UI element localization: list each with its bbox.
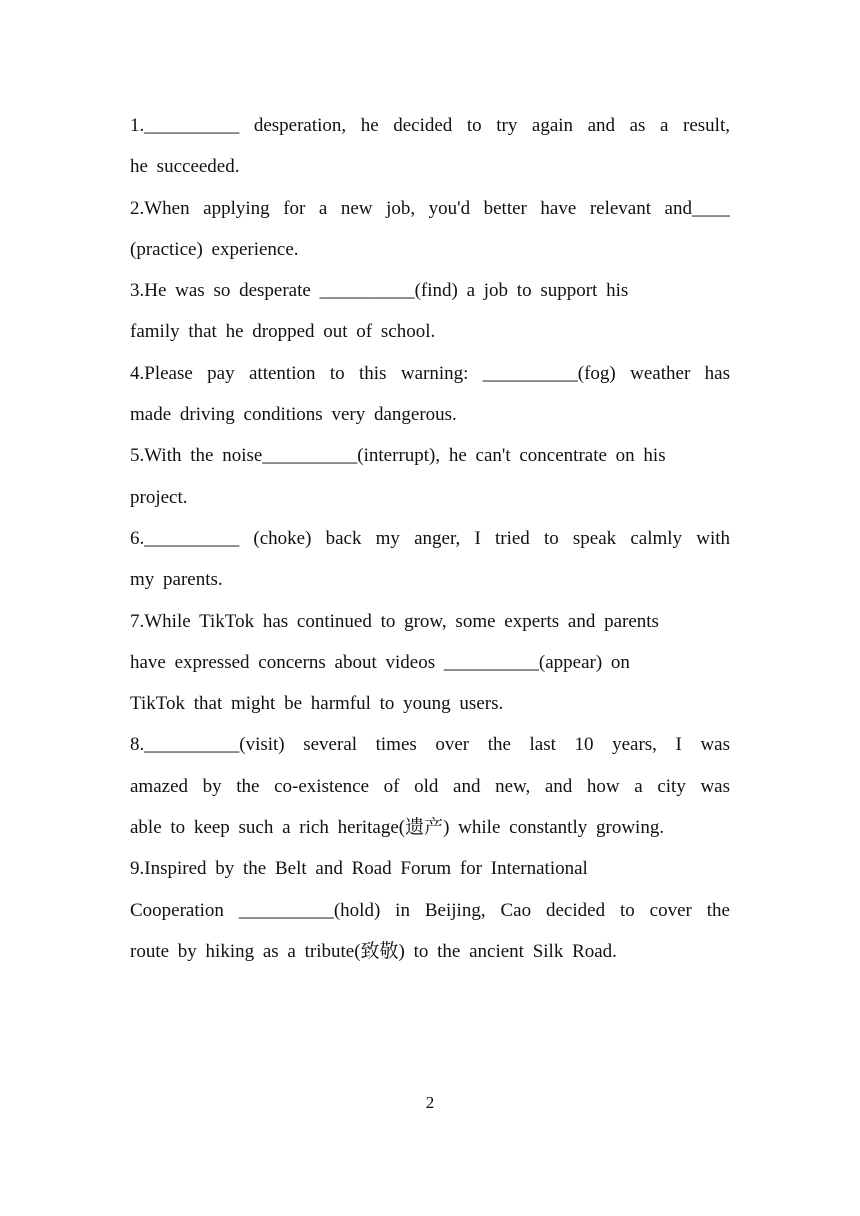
question-line: Cooperation __________(hold) in Beijing, Cao decided to cover the [130,899,730,921]
question-line: 9.Inspired by the Belt and Road Forum for International [130,858,588,880]
question-line: project. [130,486,188,508]
question-line: 2.When applying for a new job, you'd better have relevant and____ [130,197,730,219]
question-9 [130,848,730,972]
question-line: 1.__________ desperation, he decided to try again and as a result, [130,115,730,136]
question-line: 5.With the noise__________(interrupt), he can't concentrate on his [130,445,666,467]
question-5 [130,435,730,518]
question-line: he succeeded. [130,156,240,178]
question-line: 7.While TikTok has continued to grow, some experts and parents [130,610,659,632]
question-line: my parents. [130,569,223,591]
question-4 [130,353,730,436]
question-1 [130,105,730,188]
question-line: made driving conditions very dangerous. [130,404,457,426]
exercise-list [130,105,730,972]
question-line: 3.He was so desperate __________(find) a job to support his [130,280,629,302]
page-number: 2 [425,1093,435,1112]
question-2 [130,188,730,271]
question-line: 8.__________(visit) several times over the last 10 years, I was [130,734,730,756]
question-line: route by hiking as a tribute(致敬) to the ancient Silk Road. [130,940,617,962]
question-line: family that he dropped out of school. [130,321,436,343]
question-line: (practice) experience. [130,238,299,260]
question-3 [130,270,730,353]
question-line: 6.__________ (choke) back my anger, I tried to speak calmly with [130,527,730,549]
question-line: able to keep such a rich heritage(遗产) while constantly growing. [130,817,665,839]
question-line: TikTok that might be harmful to young users. [130,693,504,715]
question-6 [130,518,730,601]
question-8 [130,724,730,848]
question-line: have expressed concerns about videos __________(appear) on [130,651,630,673]
question-line: 4.Please pay attention to this warning: __________(fog) weather has [130,362,730,384]
question-line: amazed by the co-existence of old and new, and how a city was [130,775,730,797]
question-7 [130,601,730,725]
